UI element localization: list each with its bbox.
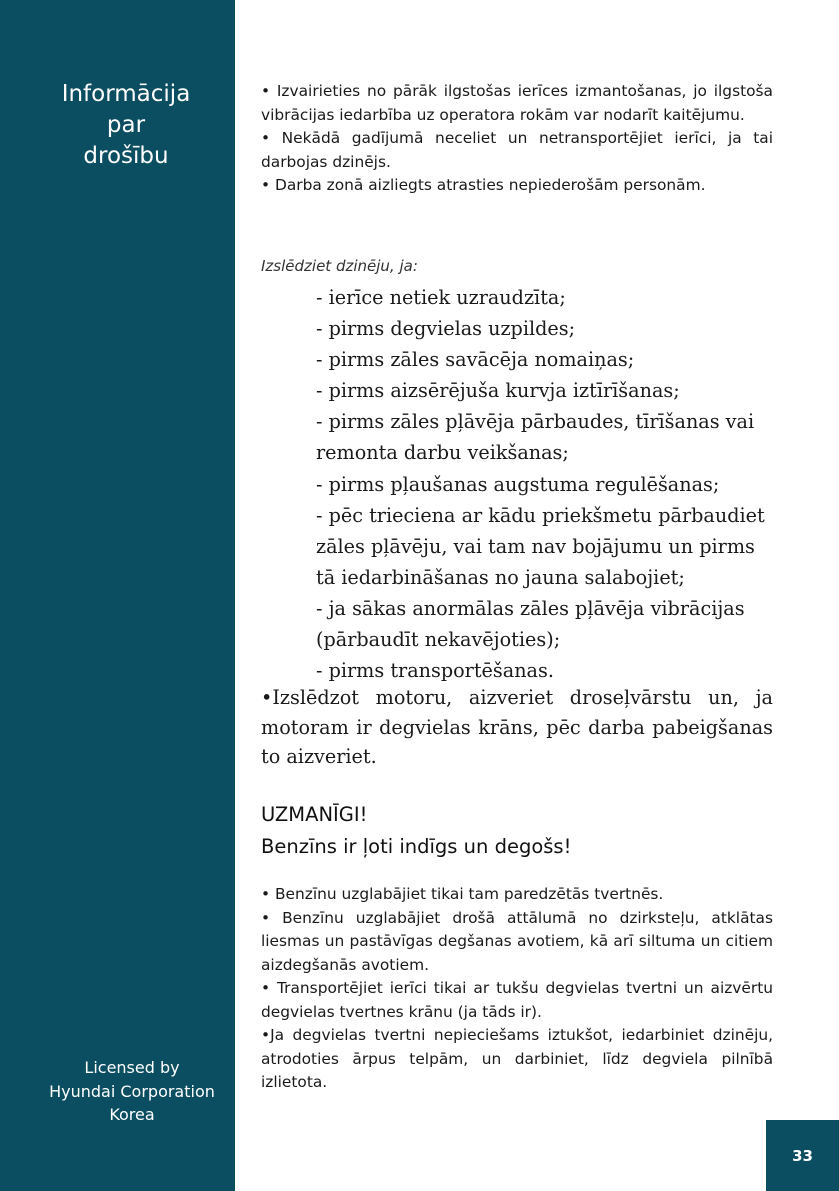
motor-note <box>261 683 773 772</box>
list-item: - ja sākas anormālas zāles pļāvēja vibrācijas (pārbaudīt nekavējoties); <box>316 596 745 652</box>
fuel-item: • Benzīnu uzglabājiet tikai tam paredzētās tvertnēs. <box>261 885 664 903</box>
section-title-line: Informācija <box>61 81 191 107</box>
sidebar <box>0 0 235 1191</box>
page-number-box <box>766 1120 839 1191</box>
warning-subheading: Benzīns ir ļoti indīgs un degošs! <box>261 835 572 858</box>
license-note <box>0 1056 264 1127</box>
fuel-item: • Transportējiet ierīci tikai ar tukšu degvielas tvertni un aizvērtu degvielas tvertnes krānu (ja tāds ir). <box>261 979 773 1021</box>
list-item: - pēc trieciena ar kādu priekšmetu pārbaudiet zāles pļāvēju, vai tam nav bojājumu un pirms tā iedarbināšanas no jauna salabojiet; <box>316 503 765 589</box>
warning-heading: UZMANĪGI! <box>261 803 368 826</box>
list-item: - ierīce netiek uzraudzīta; <box>316 286 566 309</box>
license-line: Hyundai Corporation <box>49 1081 215 1101</box>
page-number: 33 <box>792 1147 813 1165</box>
engine-off-lead: Izslēdziet dzinēju, ja: <box>261 257 418 275</box>
license-line: Licensed by <box>84 1058 180 1077</box>
list-item: - pirms aizsērējuša kurvja iztīrīšanas; <box>316 379 680 403</box>
intro-item: • Darba zonā aizliegts atrasties nepiederošām personām. <box>261 176 706 194</box>
engine-off-list <box>316 282 766 686</box>
intro-list <box>261 80 773 198</box>
fuel-item: • Benzīnu uzglabājiet drošā attālumā no dzirksteļu, atklātas liesmas un pastāvīgas degšanas avotiem, kā arī siltuma un citiem aizdegšanās avotiem. <box>261 908 773 974</box>
section-title <box>0 79 252 172</box>
intro-item: • Nekādā gadījumā neceliet un netransportējiet ierīci, ja tai darbojas dzinējs. <box>261 129 773 171</box>
fuel-list <box>261 883 773 1095</box>
list-item: - pirms transportēšanas. <box>316 659 554 683</box>
list-item: - pirms zāles savācēja nomaiņas; <box>316 348 635 372</box>
fuel-item: •Ja degvielas tvertni nepieciešams iztukšot, iedarbiniet dzinēju, atrodoties ārpus telpām, un darbiniet, līdz degviela pilnībā izlietota. <box>261 1026 773 1091</box>
warning-block <box>261 799 773 863</box>
section-title-line: par <box>106 112 146 138</box>
license-line: Korea <box>109 1105 155 1124</box>
list-item: - pirms pļaušanas augstuma regulēšanas; <box>316 472 720 496</box>
motor-note-text: •Izslēdzot motoru, aizveriet droseļvārstu un, ja motoram ir degvielas krāns, pēc darba pabeigšanas to aizveriet. <box>261 686 773 768</box>
list-item: - pirms zāles pļāvēja pārbaudes, tīrīšanas vai remonta darbu veikšanas; <box>316 410 755 465</box>
intro-item: • Izvairieties no pārāk ilgstošas ierīces izmantošanas, jo ilgstoša vibrācijas iedarbība uz operatora rokām var nodarīt kaitējumu. <box>261 82 773 124</box>
list-item: - pirms degvielas uzpildes; <box>316 317 576 341</box>
section-title-line: drošību <box>83 143 169 169</box>
